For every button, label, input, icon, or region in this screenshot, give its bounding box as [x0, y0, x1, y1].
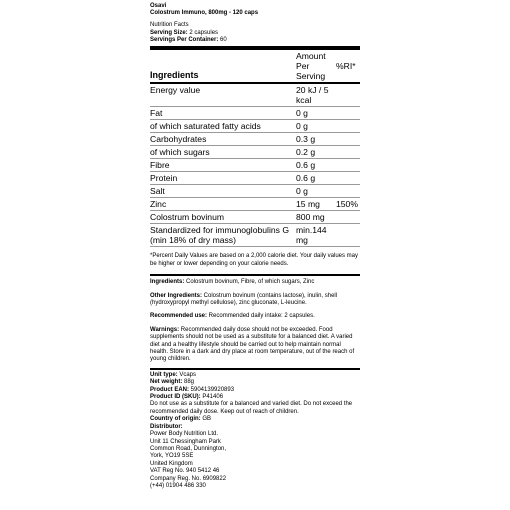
- disclaimer: Do not use as a substitute for a balanced and varied diet. Do not exceed the recommended daily dose. Keep out of reach of children.: [150, 401, 353, 415]
- row-amount: 0.3 g: [296, 133, 336, 146]
- ingredients-paragraph: [150, 279, 360, 286]
- country-of-origin: [150, 416, 360, 423]
- recommended-use-text: Recommended daily intake: 2 capsules.: [207, 313, 315, 320]
- row-amount: 0 g: [296, 120, 336, 133]
- recommended-use-paragraph: [150, 313, 360, 320]
- warnings-text: Recommended daily dose should not be exceeded. Food supplements should not be used as a substitute for a balanced diet. A varied diet and a healthy lifestyle should be carried out to help maintain normal health. Store in a dark and dry place at room temperature, out of the reach of young children.: [150, 326, 355, 363]
- unit-type-label: Unit type:: [150, 371, 178, 378]
- row-ri: [336, 172, 360, 185]
- product-name: Colostrum Immuno, 800mg - 120 caps: [150, 10, 259, 17]
- row-amount: 15 mg: [296, 198, 336, 211]
- table-row: [150, 133, 360, 146]
- row-amount: min.144 mg: [296, 224, 336, 247]
- ean-value: 5904139920893: [189, 386, 235, 393]
- ingredients-box: [150, 274, 360, 368]
- warnings-paragraph: [150, 327, 360, 364]
- sku-label: Product ID (SKU):: [150, 394, 201, 401]
- serving-size: [150, 30, 360, 37]
- nutrition-label: [150, 0, 360, 510]
- row-ri: [336, 159, 360, 172]
- servings-value: 60: [218, 36, 227, 43]
- ingredients-text: Colostrum bovinum, Fibre, of which sugars, Zinc: [184, 279, 315, 286]
- row-ri: [336, 224, 360, 247]
- row-ri: [336, 185, 360, 198]
- facts-title: Nutrition Facts: [150, 22, 189, 29]
- distributor-line: Company Reg. No. 6909822: [150, 475, 227, 482]
- distributor-line: Common Road, Dunnington,: [150, 445, 227, 452]
- row-ri: [336, 133, 360, 146]
- row-name: of which sugars: [150, 146, 296, 159]
- serving-size-label: Serving Size:: [150, 29, 188, 36]
- footnote: *Percent Daily Values are based on a 2,000 calorie diet. Your daily values may be higher or lower depending on your calorie needs.: [150, 253, 359, 267]
- unit-type-value: Vcaps: [177, 371, 197, 378]
- servings-per-container: [150, 37, 360, 44]
- distributor-line: (+44) 01904 486 330: [150, 482, 206, 489]
- row-name: Energy value: [150, 83, 296, 107]
- net-weight-value: 88g: [182, 379, 195, 386]
- sku-value: P41406: [200, 394, 224, 401]
- net-weight-label: Net weight:: [150, 379, 183, 386]
- col-ri: %RI*: [336, 50, 360, 83]
- row-name: Carbohydrates: [150, 133, 296, 146]
- table-row: [150, 211, 360, 224]
- origin-label: Country of origin:: [150, 416, 201, 423]
- table-row: [150, 107, 360, 120]
- row-amount: 0 g: [296, 185, 336, 198]
- row-ri: 150%: [336, 198, 360, 211]
- product-sku: [150, 394, 360, 401]
- serving-info: [150, 22, 360, 44]
- row-ri: [336, 107, 360, 120]
- distributor-line: Unit 11 Chessingham Park: [150, 438, 221, 445]
- table-row: [150, 198, 360, 211]
- product-info-box: [150, 368, 360, 491]
- row-amount: 20 kJ / 5 kcal: [296, 83, 336, 107]
- origin-value: GB: [200, 416, 212, 423]
- row-ri: [336, 211, 360, 224]
- brand-name: Osavi: [150, 3, 167, 9]
- distributor-line: York, YO19 5SE: [150, 453, 194, 460]
- table-row: [150, 120, 360, 133]
- product-ean: [150, 387, 360, 394]
- table-header-row: [150, 50, 360, 83]
- distributor-label: Distributor:: [150, 423, 183, 430]
- row-name: Colostrum bovinum: [150, 211, 296, 224]
- row-ri: [336, 146, 360, 159]
- warnings-label: Warnings:: [150, 326, 180, 333]
- net-weight: [150, 379, 360, 386]
- table-row: [150, 83, 360, 107]
- table-row: [150, 185, 360, 198]
- distributor-line: VAT Reg No. 940 5412 46: [150, 468, 220, 475]
- other-ingredients-text: Colostrum bovinum (contains lactose), inulin, shell (hydroxypropyl methyl cellulose), zinc gluconate, L-leucine.: [150, 292, 338, 307]
- distributor-line: Power Body Nutrition Ltd.: [150, 431, 219, 438]
- ean-label: Product EAN:: [150, 386, 189, 393]
- nutrition-table: [150, 50, 360, 247]
- recommended-use-label: Recommended use:: [150, 313, 208, 320]
- label-header: [150, 0, 360, 17]
- unit-type: [150, 372, 360, 379]
- row-ri: [336, 120, 360, 133]
- row-name: of which saturated fatty acids: [150, 120, 296, 133]
- distributor-line: United Kingdom: [150, 460, 193, 467]
- table-row: [150, 159, 360, 172]
- servings-label: Servings Per Container:: [150, 36, 219, 43]
- table-row: [150, 146, 360, 159]
- row-name: Standardized for immunoglobulins G (min 18% of dry mass): [150, 224, 296, 247]
- row-name: Zinc: [150, 198, 296, 211]
- ingredients-label: Ingredients:: [150, 279, 185, 286]
- row-name: Protein: [150, 172, 296, 185]
- row-amount: 0.6 g: [296, 172, 336, 185]
- row-amount: 800 mg: [296, 211, 336, 224]
- col-ingredients: Ingredients: [150, 50, 296, 83]
- row-name: Fat: [150, 107, 296, 120]
- row-amount: 0.2 g: [296, 146, 336, 159]
- row-ri: [336, 83, 360, 107]
- other-ingredients-paragraph: [150, 293, 360, 308]
- other-ingredients-label: Other Ingredients:: [150, 292, 203, 299]
- serving-size-value: 2 capsules: [187, 29, 219, 36]
- row-name: Salt: [150, 185, 296, 198]
- table-row: [150, 224, 360, 247]
- col-amount: Amount Per Serving: [296, 50, 336, 83]
- row-name: Fibre: [150, 159, 296, 172]
- table-row: [150, 172, 360, 185]
- row-amount: 0.6 g: [296, 159, 336, 172]
- row-amount: 0 g: [296, 107, 336, 120]
